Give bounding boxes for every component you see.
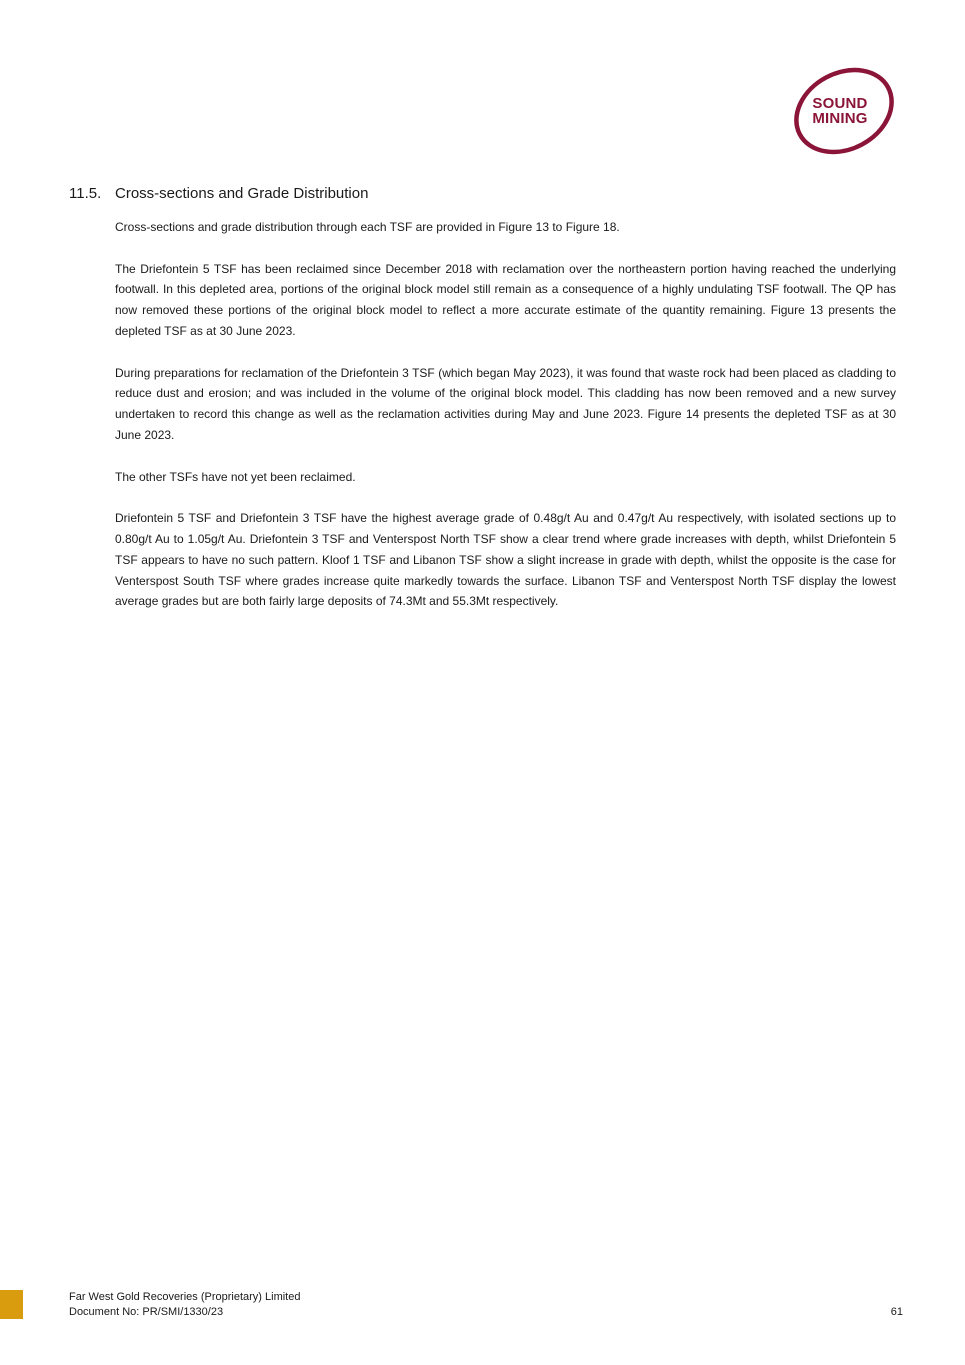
section-heading — [69, 184, 899, 204]
paragraph-intro: Cross-sections and grade distribution through each TSF are provided in Figure 13 to Figure 18. — [115, 220, 620, 234]
footer-accent-bar — [0, 1290, 23, 1319]
paragraph-grade-summary: Driefontein 5 TSF and Driefontein 3 TSF have the highest average grade of 0.48g/t Au and 0.47g/t Au respectively, with isolated sections up to 0.80g/t Au to 1.05g/t Au. Driefontein 3 TSF and Venterspost North TSF show a clear trend where grade increases with depth, whilst Driefontein 5 TSF appears to have no such pattern. Kloof 1 TSF and Libanon TSF show a slight increase in grade with depth, whilst the opposite is the case for Venterspost South TSF where grades increase quite markedly towards the surface. Libanon TSF and Venterspost North TSF display the lowest average grades but are both fairly large deposits of 74.3Mt and 55.3Mt respectively. — [115, 511, 896, 609]
section-title: Cross-sections and Grade Distribution — [115, 185, 369, 202]
footer-info — [69, 1290, 300, 1320]
section-body — [115, 217, 896, 633]
footer-document-no: Document No: PR/SMI/1330/23 — [69, 1306, 224, 1318]
logo-line-2: MINING — [812, 110, 868, 127]
sound-mining-logo — [784, 64, 902, 158]
paragraph-other-tsfs: The other TSFs have not yet been reclaimed. — [115, 469, 356, 484]
section-number: 11.5. — [69, 185, 102, 202]
logo-wordmark — [810, 96, 870, 126]
logo-line-1: SOUND — [812, 95, 868, 112]
paragraph-driefontein-5: The Driefontein 5 TSF has been reclaimed since December 2018 with reclamation over the northeastern portion having reached the underlying footwall. In this depleted area, portions of the original block model still remain as a consequence of a highly undulating TSF footwall. The QP has now removed these portions of the original block model to reflect a more accurate estimate of the quantity remaining. Figure 13 presents the depleted TSF as at 30 June 2023. — [115, 261, 896, 338]
paragraph-driefontein-3: During preparations for reclamation of the Driefontein 3 TSF (which began May 2023), it was found that waste rock had been placed as cladding to reduce dust and erosion; and was included in the volume of the original block model. This cladding has now been removed and a new survey undertaken to record this change as well as the reclamation activities during May and June 2023. Figure 14 presents the depleted TSF as at 30 June 2023. — [115, 365, 896, 442]
footer-company: Far West Gold Recoveries (Proprietary) Limited — [69, 1291, 301, 1303]
page-number: 61 — [890, 1306, 903, 1318]
